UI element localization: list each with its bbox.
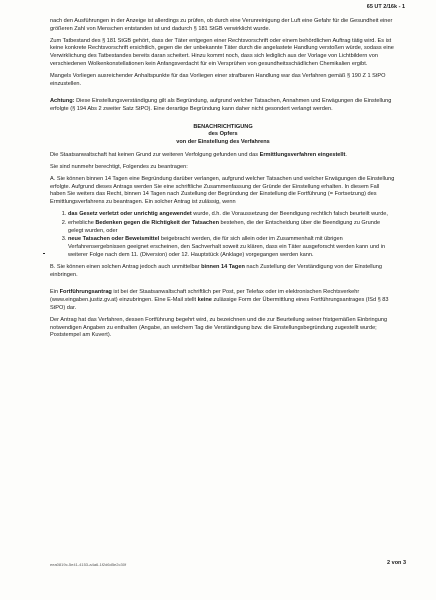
bold-span: Fortführungsantrag: [59, 289, 112, 296]
notice-title-line-2: des Opfers: [208, 131, 238, 138]
bold-span: Bedenken gegen die Richtigkeit der Tatsachen: [95, 219, 219, 226]
paragraph-rights: Sie sind nunmehr berechtigt, Folgendes zu beantragen:: [50, 163, 188, 170]
bold-span: das Gesetz verletzt oder unrichtig angewendet: [68, 210, 192, 217]
condition-item-1: [68, 211, 396, 219]
document-id: eea0819c-5e41-4153-a4a6-1f2d6d5e2c30f: [50, 562, 127, 567]
text-span: beigebracht werden, die für sich allein oder im Zusammenhalt mit übrigen Verfahrensergebnissen geeignet erscheinen, den Sachverhalt soweit zu klären, dass ein Täter ausgeforscht werden kann und in weiterer Folge nach dem 11. (Diversion) oder 12. Hauptstück (Anklage) vorgegangen werden kann.: [68, 236, 386, 258]
paragraph-a: A. Sie können binnen 14 Tagen eine Begründung darüber verlangen, aufgrund welcher Tatsachen und welcher Erwägungen die Einstellung erfolgte. Aufgrund dieses Antrags werden Sie eine schriftliche Zusammenfassung der Gründe der Einstellung erhalten. In diesem Fall haben Sie weiters das Recht, binnen 14 Tagen nach Zustellung der Begründung der Einstellung die Fortführung (= Fortsetzung) des Ermittlungsverfahrens zu beantragen. Ein solcher Antrag ist zulässig, wenn: [50, 175, 395, 206]
bold-span: neue Tatsachen oder Beweismittel: [68, 236, 160, 243]
notice-title-line-3: von der Einstellung des Verfahrens: [176, 138, 270, 145]
condition-item-3: [68, 236, 396, 259]
text-span: zulässige Form der Übermittlung eines Fortführungsantrages (ISd § 83 StPO) dar.: [50, 297, 389, 311]
attention-text: Diese Einstellungsverständigung gilt als Begründung, aufgrund welcher Tatsachen, Annahmen und Erwägungen die Einstellung erfolgte (§ 194 Abs 2 zweiter Satz StPO). Eine derartige Begründung kann daher nicht gesondert verlangt werden.: [50, 98, 392, 113]
paragraph-2: Zum Tatbestand des § 181 StGB gehört, dass der Täter entgegen einer Rechtsvorschrift oder einem behördlichen Auftrag tätig wird. Es ist keine konkrete Rechtsvorschrift ersichtlich, gegen die der unbekannte Täter durch die angelastete Handlung verstoßen würde, sodass eine Verwirklichung des Tatbestandes bereits daran scheitert. Hinzu kommt noch, dass sich lediglich aus der Vorlage von Lichtbildern von verschiedenen Wolkenkonstellationen kein Anfangsverdacht für ein Versprühen von gesundheitsschädlichen Chemikalien ergibt.: [50, 37, 394, 67]
text-span: .: [345, 152, 347, 159]
paragraph-3: Mangels Vorliegen ausreichender Anhaltspunkte für das Vorliegen einer strafbaren Handlung war das Verfahren gemäß § 190 Z 1 StPO einzustellen.: [50, 72, 386, 87]
text-span: Ein: [50, 289, 60, 296]
text-span: B. Sie können einen solchen Antrag jedoch auch unmittelbar: [50, 263, 202, 270]
paragraph-discontinued: [50, 152, 396, 160]
text-span: Die Staatsanwaltschaft hat keinen Grund zur weiteren Verfolgung gefunden und das: [50, 152, 260, 159]
conditions-list: [50, 211, 396, 260]
bold-span: keine: [197, 297, 212, 304]
attention-paragraph: [50, 98, 396, 114]
bold-span: binnen 14 Tagen: [201, 263, 245, 270]
bold-span: Ermittlungsverfahren eingestellt: [259, 152, 346, 159]
notice-title-line-1: BENACHRICHTIGUNG: [193, 123, 253, 130]
text-span: ist bei der Staatsanwaltschaft schriftlich per Post, per Telefax oder im elektronischen Rechtsverkehr (www.eingaben.justiz.gv.at) einzubringen. Eine E-Mail stellt: [50, 289, 360, 304]
document-body: [50, 18, 396, 344]
text-span: bestehen, die der Entscheidung über die Beendigung zu Grunde gelegt wurden, oder: [68, 219, 381, 234]
case-number: 65 UT 2/16k - 1: [366, 4, 405, 10]
paragraph-b: [50, 264, 396, 280]
text-span: erhebliche: [68, 219, 96, 226]
condition-item-2: [68, 220, 396, 236]
text-span: nach Zustellung der Verständigung von der Einstellung einbringen.: [50, 263, 383, 278]
text-span: wurde, d.h. die Voraussetzung der Beendigung rechtlich falsch beurteilt wurde,: [191, 210, 388, 217]
attention-label: Achtung:: [50, 98, 75, 105]
notice-title: [50, 124, 396, 146]
page-number: 2 von 3: [387, 560, 406, 566]
paragraph-requirements: Der Antrag hat das Verfahren, dessen Fortführung begehrt wird, zu bezeichnen und die zur Beurteilung seiner fristgemäßen Einbringung notwendigen Angaben zu enthalten (Angabe, an welchem Tag die Verständigung bzw. die Einstellungsbegründung zugestellt wurde; Poststempel am Kuvert).: [50, 316, 388, 339]
paragraph-filing: [50, 289, 396, 312]
margin-mark: [43, 253, 45, 254]
paragraph-1: nach den Ausführungen in der Anzeige ist allerdings zu prüfen, ob durch eine Verunreinigung der Luft eine Gefahr für die Gesundheit einer größeren Zahl von Menschen entstanden ist und dadurch § 181 StGB verwirklicht wurde.: [50, 18, 393, 32]
